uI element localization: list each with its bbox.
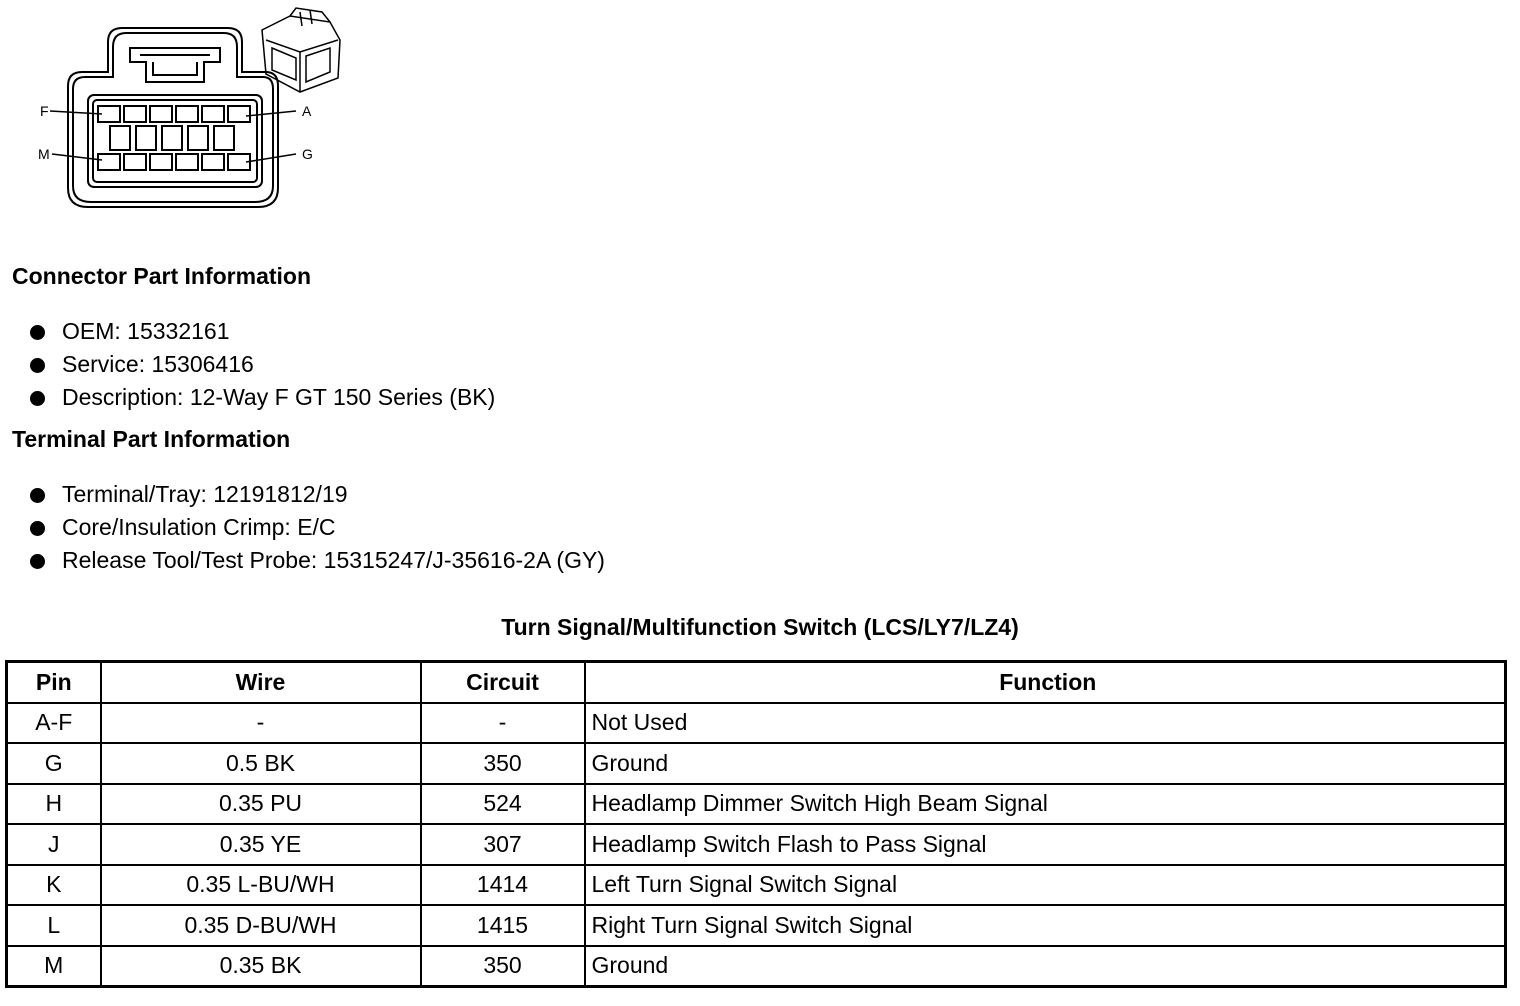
header-circuit: Circuit bbox=[421, 662, 585, 703]
header-wire: Wire bbox=[101, 662, 421, 703]
header-function: Function bbox=[585, 662, 1506, 703]
cell-circuit: 524 bbox=[421, 784, 585, 825]
list-item: OEM: 15332161 bbox=[28, 315, 495, 348]
cell-function: Headlamp Dimmer Switch High Beam Signal bbox=[585, 784, 1506, 825]
table-row bbox=[7, 784, 1506, 825]
header-pin: Pin bbox=[7, 662, 101, 703]
cell-pin: G bbox=[7, 743, 101, 784]
cell-function: Headlamp Switch Flash to Pass Signal bbox=[585, 824, 1506, 865]
table-title: Turn Signal/Multifunction Switch (LCS/LY7/LZ4) bbox=[501, 614, 1019, 640]
cell-wire: 0.35 YE bbox=[101, 824, 421, 865]
cell-function: Ground bbox=[585, 946, 1506, 987]
cell-function: Not Used bbox=[585, 703, 1506, 744]
cell-function: Right Turn Signal Switch Signal bbox=[585, 905, 1506, 946]
terminal-part-list bbox=[28, 478, 605, 577]
cell-pin: H bbox=[7, 784, 101, 825]
cell-wire: 0.35 L-BU/WH bbox=[101, 865, 421, 906]
connector-diagram bbox=[0, 0, 360, 215]
cell-circuit: 350 bbox=[421, 946, 585, 987]
cell-wire: 0.5 BK bbox=[101, 743, 421, 784]
cell-pin: A-F bbox=[7, 703, 101, 744]
list-item: Core/Insulation Crimp: E/C bbox=[28, 511, 605, 544]
list-item: Service: 15306416 bbox=[28, 348, 495, 381]
cell-wire: 0.35 PU bbox=[101, 784, 421, 825]
connector-part-heading: Connector Part Information bbox=[12, 263, 312, 289]
bullet-icon bbox=[30, 521, 45, 536]
cell-pin: J bbox=[7, 824, 101, 865]
pin-label-g: G bbox=[302, 146, 313, 162]
bullet-icon bbox=[30, 554, 45, 569]
pin-label-m: M bbox=[38, 146, 50, 162]
cell-wire: 0.35 BK bbox=[101, 946, 421, 987]
cell-circuit: 1415 bbox=[421, 905, 585, 946]
list-item: Description: 12-Way F GT 150 Series (BK) bbox=[28, 381, 495, 414]
cell-wire: - bbox=[101, 703, 421, 744]
bullet-icon bbox=[30, 358, 45, 373]
pin-label-a: A bbox=[302, 103, 312, 119]
connector-3d-icon bbox=[262, 8, 340, 92]
bullet-icon bbox=[30, 325, 45, 340]
cell-pin: K bbox=[7, 865, 101, 906]
table-row bbox=[7, 824, 1506, 865]
cell-pin: L bbox=[7, 905, 101, 946]
table-row bbox=[7, 905, 1506, 946]
terminal-part-heading: Terminal Part Information bbox=[12, 426, 291, 452]
cell-circuit: 307 bbox=[421, 824, 585, 865]
bullet-icon bbox=[30, 488, 45, 503]
cell-function: Left Turn Signal Switch Signal bbox=[585, 865, 1506, 906]
cell-function: Ground bbox=[585, 743, 1506, 784]
pinout-table bbox=[5, 660, 1507, 988]
table-row bbox=[7, 865, 1506, 906]
list-item: Terminal/Tray: 12191812/19 bbox=[28, 478, 605, 511]
connector-part-list bbox=[28, 315, 495, 414]
table-row bbox=[7, 703, 1506, 744]
list-item: Release Tool/Test Probe: 15315247/J-35616-2A (GY) bbox=[28, 544, 605, 577]
table-row bbox=[7, 743, 1506, 784]
cell-pin: M bbox=[7, 946, 101, 987]
table-header-row bbox=[7, 662, 1506, 703]
table-row bbox=[7, 946, 1506, 987]
pin-label-f: F bbox=[40, 103, 49, 119]
cell-circuit: 350 bbox=[421, 743, 585, 784]
cell-wire: 0.35 D-BU/WH bbox=[101, 905, 421, 946]
bullet-icon bbox=[30, 391, 45, 406]
cell-circuit: - bbox=[421, 703, 585, 744]
cell-circuit: 1414 bbox=[421, 865, 585, 906]
